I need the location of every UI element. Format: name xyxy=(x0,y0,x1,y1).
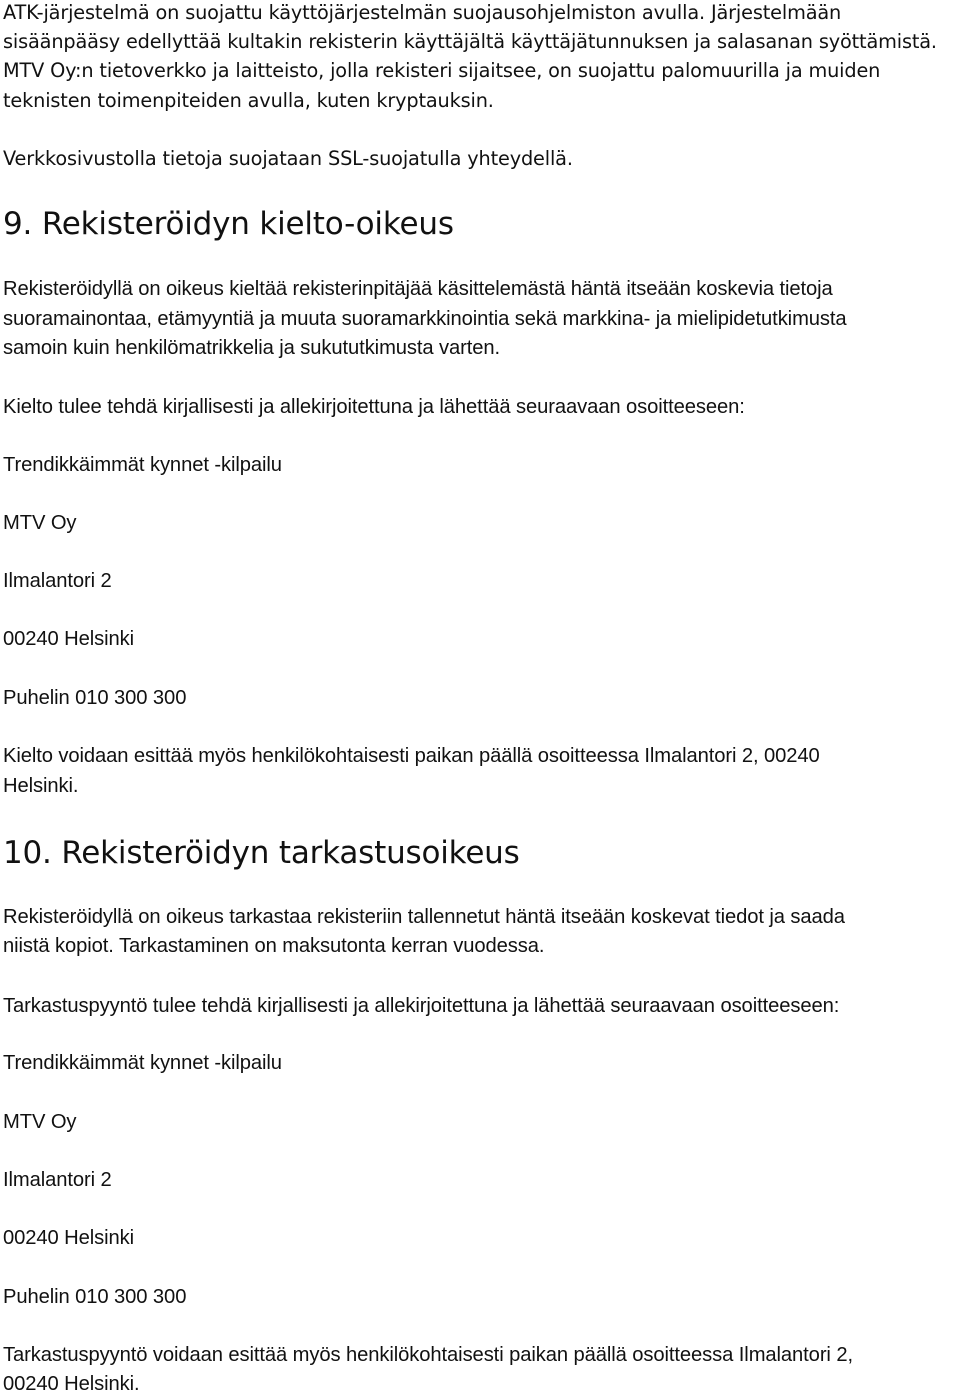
section-9-closing-line: Helsinki. xyxy=(3,775,79,797)
intro-line: teknisten toimenpiteiden avulla, kuten kryptauksin. xyxy=(3,89,494,112)
ssl-note: Verkkosivustolla tietoja suojataan SSL-suojatulla yhteydellä. xyxy=(3,147,573,170)
section-9-body-line: samoin kuin henkilömatrikkelia ja sukututkimusta varten. xyxy=(3,337,501,359)
intro-line: sisäänpääsy edellyttää kultakin rekisterin käyttäjältä käyttäjätunnuksen ja salasanan syöttämistä. xyxy=(3,30,937,53)
intro-line: MTV Oy:n tietoverkko ja laitteisto, jolla rekisteri sijaitsee, on suojattu palomuurilla ja muiden xyxy=(3,59,881,82)
section-9-phone: Puhelin 010 300 300 xyxy=(3,687,187,709)
section-9-closing-line: Kielto voidaan esittää myös henkilökohtaisesti paikan päällä osoitteessa Ilmalantori 2, 00240 xyxy=(3,745,820,767)
section-9-instruction: Kielto tulee tehdä kirjallisesti ja allekirjoitettuna ja lähettää seuraavaan osoitteeseen: xyxy=(3,396,745,418)
section-10-closing-line: 00240 Helsinki. xyxy=(3,1373,140,1395)
section-10-heading: 10. Rekisteröidyn tarkastusoikeus xyxy=(3,835,520,871)
intro-line: ATK-järjestelmä on suojattu käyttöjärjestelmän suojausohjelmiston avulla. Järjestelmään xyxy=(3,1,842,24)
section-10-body-line: Rekisteröidyllä on oikeus tarkastaa rekisteriin tallennetut häntä itseään koskevat tiedot ja saada xyxy=(3,906,845,928)
section-10-address-line: Trendikkäimmät kynnet -kilpailu xyxy=(3,1052,282,1074)
section-9-address-line: MTV Oy xyxy=(3,512,77,534)
section-9-address-line: Trendikkäimmät kynnet -kilpailu xyxy=(3,454,282,476)
section-10-address-line: Ilmalantori 2 xyxy=(3,1169,112,1191)
section-10-instruction: Tarkastuspyyntö tulee tehdä kirjallisesti ja allekirjoitettuna ja lähettää seuraavaan osoitteeseen: xyxy=(3,995,840,1017)
section-10-address-line: MTV Oy xyxy=(3,1111,77,1133)
section-10-address-line: 00240 Helsinki xyxy=(3,1227,135,1249)
section-10-body-line: niistä kopiot. Tarkastaminen on maksutonta kerran vuodessa. xyxy=(3,935,545,957)
section-10-phone: Puhelin 010 300 300 xyxy=(3,1286,187,1308)
section-9-body-line: Rekisteröidyllä on oikeus kieltää rekisterinpitäjää käsittelemästä häntä itseään koskevia tietoja xyxy=(3,278,833,300)
section-10-closing-line: Tarkastuspyyntö voidaan esittää myös henkilökohtaisesti paikan päällä osoitteessa Ilmalantori 2, xyxy=(3,1344,853,1366)
section-9-address-line: 00240 Helsinki xyxy=(3,628,135,650)
section-9-body-line: suoramainontaa, etämyyntiä ja muuta suoramarkkinointia sekä markkina- ja mielipidetutkimusta xyxy=(3,308,847,330)
section-9-address-line: Ilmalantori 2 xyxy=(3,570,112,592)
section-9-heading: 9. Rekisteröidyn kielto-oikeus xyxy=(3,206,454,242)
